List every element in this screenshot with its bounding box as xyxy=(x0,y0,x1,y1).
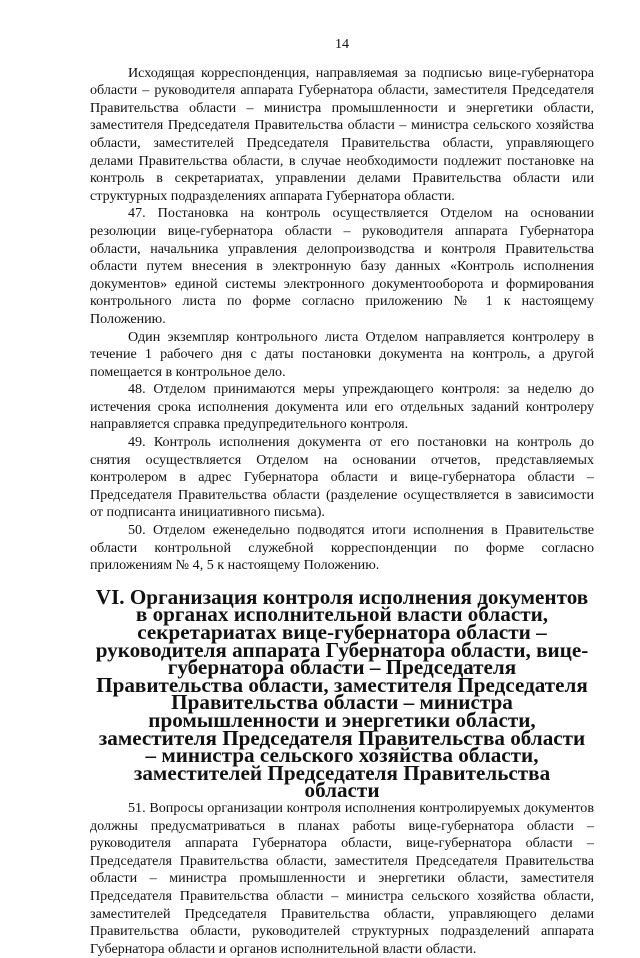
paragraph-outgoing-correspondence: Исходящая корреспонденция, направляемая за подписью вице-губернатора области – руководителя аппарата Губернатора области, заместителя Председателя Правительства области – министра промышленности и энергетики области, заместителя Председателя Правительства области – министра сельского хозяйства области, заместителей Председателя Правительства области, управляющего делами Правительства области, в случае необходимости подлежит постановке на контроль в секретариатах, управлении делами Правительства области или структурных подразделениях аппарата Губернатора области. xyxy=(90,64,594,204)
paragraph-48: 48. Отделом принимаются меры упреждающего контроля: за неделю до истечения срока исполнения документа или его отдельных заданий контролеру направляется справка предупредительного контроля. xyxy=(90,381,594,433)
paragraph-47: 47. Постановка на контроль осуществляется Отделом на основании резолюции вице-губернатора области – руководителя аппарата Губернатора области, начальника управления делопроизводства и контроля Правительства области путем внесения в электронную базу данных «Контроль исполнения документов» единой системы электронного документооборота и формирования контрольного листа по форме согласно приложению № 1 к настоящему Положению. xyxy=(90,205,594,327)
paragraph-49: 49. Контроль исполнения документа от его постановки на контроль до снятия осуществляется Отделом на основании отчетов, представляемых контролером в адрес Губернатора области и вице-губернатора области – Председателя Правительства области (разделение осуществляется в зависимости от подписанта инициативного письма). xyxy=(90,434,594,521)
page-number: 14 xyxy=(334,36,350,52)
section-heading-vi: VI. Организация контроля исполнения документов в органах исполнительной власти области, секретариатах вице-губернатора области – руководителя аппарата Губернатора области, вице-губернатора области – Председателя Правительства области, заместителя Председателя Правительства области – министра промышленности и энергетики области, заместителя Председателя Правительства области – министра сельского хозяйства области, заместителей Председателя Правительства области xyxy=(95,584,589,803)
paragraph-51: 51. Вопросы организации контроля исполнения контролируемых документов должны предусматриваться в планах работы вице-губернатора области – руководителя аппарата Губернатора области, вице-губернатора области – Председателя Правительства области, заместителя Председателя Правительства области – министра промышленности и энергетики области, заместителя Председателя Правительства области – министра сельского хозяйства области, заместителей Председателя Правительства области, управляющего делами Правительства области, руководителей структурных подразделений аппарата Губернатора области и органов исполнительной власти области. xyxy=(90,799,594,957)
paragraph-50: 50. Отделом еженедельно подводятся итоги исполнения в Правительстве области контрольной служебной корреспонденции по форме согласно приложениям № 4, 5 к настоящему Положению. xyxy=(90,522,594,574)
paragraph-control-sheet-copy: Один экземпляр контрольного листа Отделом направляется контролеру в течение 1 рабочего дня с даты постановки документа на контроль, а другой помещается в контрольное дело. xyxy=(90,328,594,380)
